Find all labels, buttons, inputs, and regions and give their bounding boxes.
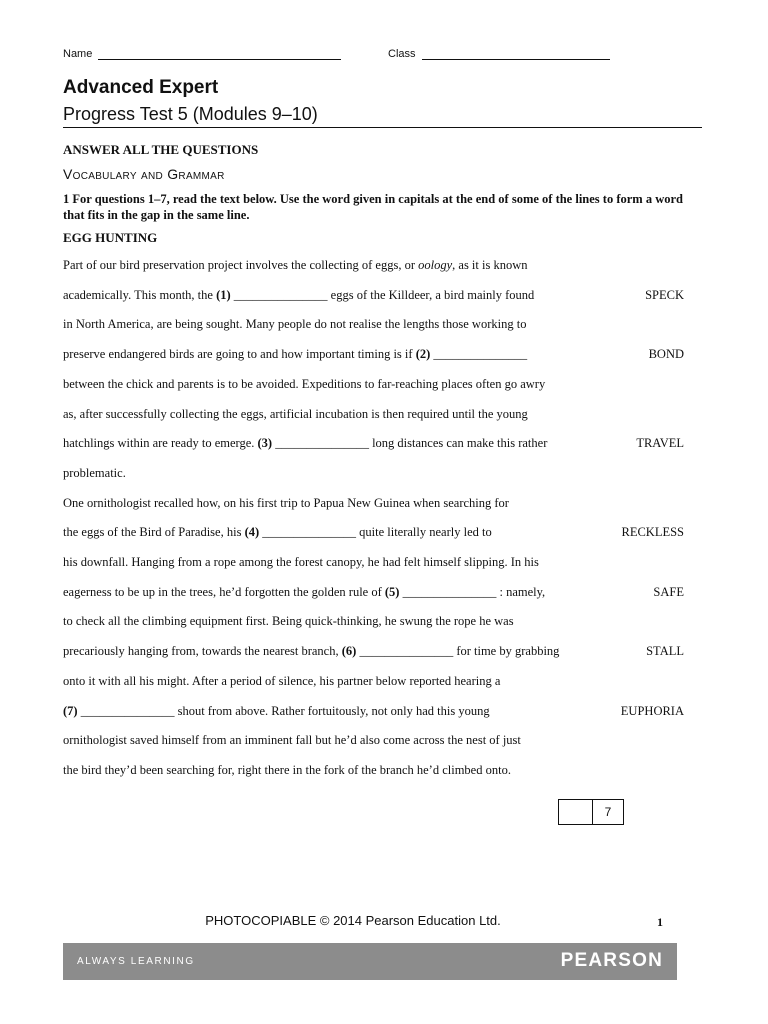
keyword: STALL xyxy=(646,644,684,658)
answer-blank[interactable]: _______________ xyxy=(77,704,178,718)
score-entry-cell[interactable] xyxy=(559,800,593,824)
line-text: onto it with all his might. After a period of silence, his partner below reported hearing a xyxy=(63,674,501,688)
keyword: EUPHORIA xyxy=(620,704,684,718)
gap-number: (5) xyxy=(384,585,400,599)
name-input-line[interactable] xyxy=(98,49,341,60)
keyword: RECKLESS xyxy=(621,525,684,539)
line-text: long distances can make this rather xyxy=(372,436,548,450)
passage-line xyxy=(63,763,511,778)
always-learning-tagline: ALWAYS LEARNING xyxy=(77,956,195,967)
section-heading: Vocabulary and Grammar xyxy=(63,166,225,182)
passage-line xyxy=(63,555,539,570)
gap-number: (1) xyxy=(216,288,231,302)
pearson-logo: PEARSON xyxy=(560,950,663,971)
line-text: in North America, are being sought. Many people do not realise the lengths those working to xyxy=(63,317,527,331)
line-text: Part of our bird preservation project involves the collecting of eggs, or xyxy=(63,258,419,272)
line-text: for time by grabbing xyxy=(456,644,560,658)
line-text: the eggs of the Bird of Paradise, his xyxy=(63,525,245,539)
line-text: problematic. xyxy=(63,466,126,480)
score-box xyxy=(558,799,624,825)
gap-number: (7) xyxy=(63,704,78,718)
keyword: SPECK xyxy=(645,288,684,302)
line-text: hatchlings within are ready to emerge. xyxy=(63,436,258,450)
question-instruction: 1 For questions 1–7, read the text below. Use the word given in capitals at the end of some of the lines to form a word that fits in the gap in the same line. xyxy=(63,192,683,222)
line-text: between the chick and parents is to be avoided. Expeditions to far-reaching places often go awry xyxy=(63,377,546,391)
keyword: SAFE xyxy=(653,585,684,599)
gap-number: (6) xyxy=(341,644,357,658)
line-text: to check all the climbing equipment first. Being quick-thinking, he swung the rope he was xyxy=(63,614,514,628)
name-field[interactable] xyxy=(63,48,341,60)
passage-line xyxy=(63,347,527,362)
passage-line xyxy=(63,317,526,332)
passage-line xyxy=(63,525,492,540)
line-text: his downfall. Hanging from a rope among the forest canopy, he had felt himself slipping. In his xyxy=(63,555,539,569)
class-input-line[interactable] xyxy=(422,49,610,60)
footer-bar xyxy=(63,943,677,980)
passage-line xyxy=(63,496,509,511)
passage-line xyxy=(63,407,528,422)
line-text: shout from above. Rather fortuitously, not only had this young xyxy=(177,704,490,718)
line-text: precariously hanging from, towards the nearest branch, xyxy=(63,644,342,658)
class-field[interactable] xyxy=(388,48,610,60)
passage-line xyxy=(63,674,500,689)
name-label: Name xyxy=(63,48,93,60)
gap-number: (2) xyxy=(415,347,431,361)
copyright-notice: PHOTOCOPIABLE © 2014 Pearson Education Ltd. xyxy=(205,913,501,928)
passage-line xyxy=(63,614,514,629)
line-text: academically. This month, the xyxy=(63,288,217,302)
line-text: eggs of the Killdeer, a bird mainly found xyxy=(330,288,535,302)
gap-number: (4) xyxy=(244,525,260,539)
text-title: EGG HUNTING xyxy=(63,230,158,245)
document-title: Advanced Expert xyxy=(63,77,219,98)
line-text: the bird they’d been searching for, right there in the fork of the branch he’d climbed onto. xyxy=(63,763,511,777)
keyword: BOND xyxy=(648,347,684,361)
passage-line xyxy=(63,377,545,392)
answer-blank[interactable]: _______________ xyxy=(259,525,360,539)
line-text: quite literally nearly led to xyxy=(359,525,492,539)
passage-line xyxy=(63,644,559,659)
passage-line xyxy=(63,258,528,273)
answer-blank[interactable]: _______________ xyxy=(230,288,331,302)
general-instructions: ANSWER ALL THE QUESTIONS xyxy=(63,142,259,157)
italic-term: oology xyxy=(418,258,453,272)
line-text: eagerness to be up in the trees, he’d forgotten the golden rule of xyxy=(63,585,385,599)
line-text: as, after successfully collecting the eggs, artificial incubation is then required until the young xyxy=(63,407,528,421)
score-total: 7 xyxy=(604,805,612,819)
line-text: : namely, xyxy=(499,585,546,599)
passage-line xyxy=(63,436,547,451)
passage-line xyxy=(63,585,545,600)
keyword: TRAVEL xyxy=(636,436,684,450)
line-text: One ornithologist recalled how, on his first trip to Papua New Guinea when searching for xyxy=(63,496,509,510)
line-text: preserve endangered birds are going to and how important timing is if xyxy=(63,347,416,361)
answer-blank[interactable]: _______________ xyxy=(399,585,500,599)
passage-line xyxy=(63,704,490,719)
class-label: Class xyxy=(388,48,416,60)
line-text: ornithologist saved himself from an imminent fall but he’d also come across the nest of just xyxy=(63,733,521,747)
answer-blank[interactable]: _______________ xyxy=(356,644,457,658)
title-divider xyxy=(63,127,702,128)
passage-line xyxy=(63,288,534,303)
passage-line xyxy=(63,466,126,481)
page-number: 1 xyxy=(657,915,663,929)
passage-line xyxy=(63,733,521,748)
answer-blank[interactable]: _______________ xyxy=(272,436,373,450)
gap-number: (3) xyxy=(257,436,273,450)
line-text: , as it is known xyxy=(452,258,528,272)
answer-blank[interactable]: _______________ xyxy=(430,347,528,361)
document-subtitle: Progress Test 5 (Modules 9–10) xyxy=(63,104,318,124)
